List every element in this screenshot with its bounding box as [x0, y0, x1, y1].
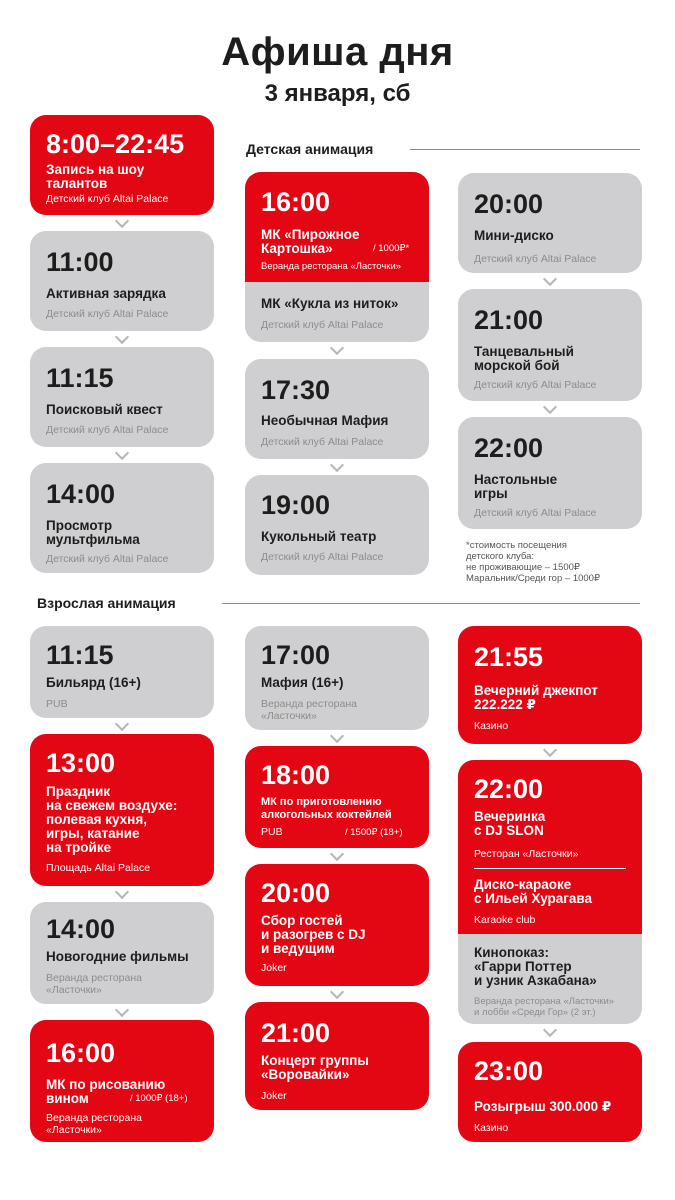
adults-event-card[interactable] — [245, 1002, 429, 1110]
chevron-down-icon — [543, 400, 557, 414]
event-place: Веранда ресторана «Ласточки» — [46, 1112, 142, 1136]
kids-event-card[interactable] — [30, 347, 214, 447]
kids-event-card[interactable] — [458, 417, 642, 529]
page-date: 3 января, сб — [264, 80, 411, 107]
event-time: 13:00 — [46, 748, 116, 778]
kids-event-card[interactable] — [30, 115, 214, 215]
event-place: Казино — [474, 1122, 509, 1134]
chevron-down-icon — [543, 743, 557, 757]
event-name: Концерт группы «Воровайки» — [261, 1053, 369, 1082]
kids-event-card[interactable] — [30, 231, 214, 331]
event-time: 8:00–22:45 — [46, 129, 185, 159]
event-place: Детский клуб Altai Palace — [46, 553, 169, 565]
chevron-down-icon — [543, 1023, 557, 1037]
event-time: 17:00 — [261, 640, 331, 670]
event-sub-place: Karaoke club — [474, 914, 536, 926]
event-sub-name: Диско-караоке с Ильей Хурагава — [474, 877, 593, 906]
event-place: Ресторан «Ласточки» — [474, 848, 579, 860]
chevron-down-icon — [115, 330, 129, 344]
adults-event-card[interactable] — [458, 1042, 642, 1142]
kids-event-card[interactable] — [245, 359, 429, 459]
event-time: 22:00 — [474, 774, 544, 804]
event-time: 23:00 — [474, 1056, 544, 1086]
event-time: 14:00 — [46, 914, 116, 944]
event-price: / 1500₽ (18+) — [345, 827, 403, 838]
event-place: PUB — [46, 698, 68, 710]
event-price: / 1000₽* — [373, 243, 410, 254]
chevron-down-icon — [115, 214, 129, 228]
event-name: Сбор гостей и разогрев с DJ и ведущим — [261, 913, 366, 956]
adults-event-card[interactable] — [458, 760, 642, 1024]
event-time: 11:15 — [46, 640, 114, 670]
adults-event-card[interactable] — [245, 746, 429, 848]
event-time: 20:00 — [474, 189, 544, 219]
event-time: 21:00 — [261, 1018, 331, 1048]
event-place: Детский клуб Altai Palace — [46, 308, 169, 320]
event-time: 17:30 — [261, 375, 331, 405]
event-time: 21:55 — [474, 642, 544, 672]
chevron-down-icon — [115, 446, 129, 460]
event-name: Мафия (16+) — [261, 675, 344, 690]
event-place: Детский клуб Altai Palace — [46, 424, 169, 436]
event-name: Бильярд (16+) — [46, 675, 141, 690]
adults-event-card[interactable] — [30, 902, 214, 1004]
event-price: / 1000₽ (18+) — [130, 1093, 188, 1104]
event-name: Необычная Мафия — [261, 413, 389, 428]
adults-event-card[interactable] — [245, 626, 429, 730]
event-place: Площадь Altai Palace — [46, 862, 151, 874]
section-kids-title: Детская анимация — [246, 141, 374, 157]
event-name: Танцевальный морской бой — [474, 344, 574, 373]
event-name: МК по приготовлению алкогольных коктейлей — [261, 796, 392, 821]
kids-event-card[interactable] — [458, 289, 642, 401]
event-name: Запись на шоу талантов — [46, 162, 145, 191]
event-name: Активная зарядка — [46, 286, 166, 301]
page-title: Афиша дня — [221, 30, 454, 74]
kids-price-note: *стоимость посещения детского клуба: не проживающие – 1500₽ Маральник/Среди гор – 1000₽ — [466, 540, 600, 584]
kids-event-card[interactable] — [245, 172, 429, 342]
event-place: Детский клуб Altai Palace — [474, 507, 597, 519]
event-sub-place: Детский клуб Altai Palace — [261, 319, 384, 331]
event-place: Детский клуб Altai Palace — [261, 436, 384, 448]
event-name: Новогодние фильмы — [46, 949, 189, 964]
event-place: Joker — [261, 1090, 287, 1102]
event-place: Детский клуб Altai Palace — [46, 193, 169, 205]
adults-event-card[interactable] — [245, 864, 429, 986]
event-time: 16:00 — [46, 1038, 116, 1068]
chevron-down-icon — [330, 341, 344, 355]
event-place: Казино — [474, 720, 509, 732]
event-time: 16:00 — [261, 187, 331, 217]
adults-event-card[interactable] — [30, 734, 214, 886]
event-name: МК по рисованию вином — [46, 1077, 166, 1106]
event-name: Мини-диско — [474, 228, 554, 243]
event-sub2-place: Веранда ресторана «Ласточки» и лобби «Среди Гор» (2 эт.) — [474, 996, 615, 1018]
event-place: Веранда ресторана «Ласточки» — [46, 972, 142, 996]
chevron-down-icon — [330, 458, 344, 472]
chevron-down-icon — [115, 1003, 129, 1017]
chevron-down-icon — [543, 272, 557, 286]
event-name: Кукольный театр — [261, 529, 377, 544]
adults-event-card[interactable] — [30, 626, 214, 718]
chevron-down-icon — [115, 717, 129, 731]
event-sub-name: МК «Кукла из ниток» — [261, 296, 399, 311]
event-name: Вечерний джекпот 222.222 ₽ — [474, 683, 598, 712]
event-time: 19:00 — [261, 490, 331, 520]
event-time: 20:00 — [261, 878, 331, 908]
event-name: Настольные игры — [474, 472, 558, 501]
event-name: МК «Пирожное Картошка» — [261, 227, 360, 256]
kids-event-card[interactable] — [458, 173, 642, 273]
event-place: PUB — [261, 826, 283, 838]
event-sub2-name: Кинопоказ: «Гарри Поттер и узник Азкабана» — [474, 945, 597, 988]
event-name: Поисковый квест — [46, 402, 163, 417]
event-time: 11:00 — [46, 247, 114, 277]
section-adults-rule — [222, 603, 640, 604]
event-name: Праздник на свежем воздухе: полевая кухня, игры, катание на тройке — [46, 784, 178, 855]
event-place: Веранда ресторана «Ласточки» — [261, 698, 357, 722]
section-kids-rule — [410, 149, 640, 150]
event-time: 21:00 — [474, 305, 544, 335]
event-time: 11:15 — [46, 363, 114, 393]
chevron-down-icon — [330, 847, 344, 861]
adults-event-card[interactable] — [30, 1020, 214, 1142]
event-name: Розыгрыш 300.000 ₽ — [474, 1099, 612, 1114]
chevron-down-icon — [330, 985, 344, 999]
event-place: Детский клуб Altai Palace — [474, 253, 597, 265]
section-adults-title: Взрослая анимация — [37, 595, 176, 611]
event-time: 18:00 — [261, 760, 331, 790]
event-time: 22:00 — [474, 433, 544, 463]
chevron-down-icon — [330, 729, 344, 743]
event-time: 14:00 — [46, 479, 116, 509]
adults-event-card[interactable] — [458, 626, 642, 744]
event-name: Вечеринка с DJ SLON — [474, 809, 546, 838]
event-place: Joker — [261, 962, 287, 974]
event-name: Просмотр мультфильма — [46, 518, 140, 547]
event-place: Веранда ресторана «Ласточки» — [261, 261, 402, 272]
chevron-down-icon — [115, 885, 129, 899]
event-place: Детский клуб Altai Palace — [474, 379, 597, 391]
kids-event-card[interactable] — [30, 463, 214, 573]
event-divider — [474, 868, 626, 869]
kids-event-card[interactable] — [245, 475, 429, 575]
event-place: Детский клуб Altai Palace — [261, 551, 384, 563]
